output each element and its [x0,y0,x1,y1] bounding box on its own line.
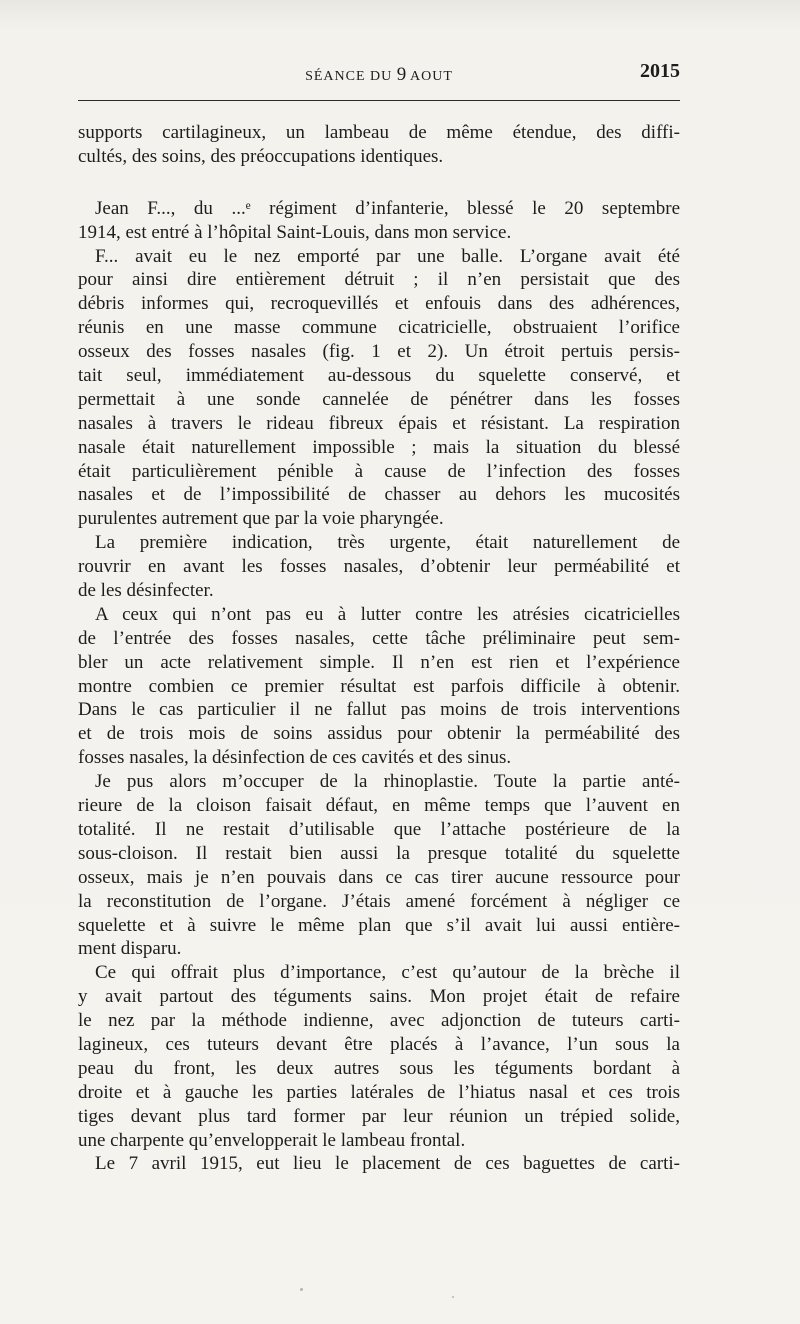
paper-speck [300,1288,303,1291]
text-line: supports cartilagineux, un lambeau de même étendue, des diffi- [78,122,680,143]
text-line: tait seul, immédiatement au-dessous du squelette conservé, et [78,365,680,387]
text-line: y avait partout des téguments sains. Mon projet était de refaire [78,986,680,1008]
text-line: réunis en une masse commune cicatricielle, obstruaient l’orifice [78,317,680,339]
text-line: débris informes qui, recroquevillés et enfouis dans des adhérences, [78,293,680,315]
text-line: montre combien ce premier résultat est parfois difficile à obtenir. [78,675,680,697]
text-line: rouvrir en avant les fosses nasales, d’obtenir leur perméabilité et [78,556,680,578]
text-line: Je pus alors m’occuper de la rhinoplastie. Toute la partie anté- [95,771,680,793]
text-line: purulentes autrement que par la voie pharyngée. [78,508,444,530]
text-line: Ce qui offrait plus d’importance, c’est qu’autour de la brèche il [95,962,680,984]
text-line: pour ainsi dire entièrement détruit ; il n’en persistait que des [78,269,680,291]
text-line: peau du front, les deux autres sous les téguments bordant à [78,1057,680,1079]
text-line: fosses nasales, la désinfection de ces cavités et des sinus. [78,747,512,769]
text-line: de les désinfecter. [78,580,214,602]
text-line: rieure de la cloison faisait défaut, en même temps que l’auvent en [78,795,680,817]
text-line: ment disparu. [78,938,182,960]
text-line: le nez par la méthode indienne, avec adjonction de tuteurs carti- [78,1010,680,1032]
text-line: La première indication, très urgente, était naturellement de [95,532,680,554]
text-line: nasales à travers le rideau fibreux épais et résistant. La respiration [78,412,680,434]
text-line: squelette et à suivre le même plan que s’il avait lui aussi entière- [78,914,680,936]
running-head-text: SÉANCE DU [305,69,393,84]
text-line: Dans le cas particulier il ne fallut pas moins de trois interventions [78,699,680,721]
paragraph-gap [78,169,680,197]
paper-speck [452,1296,454,1298]
text-line: nasale était naturellement impossible ; mais la situation du blessé [78,436,680,458]
text-line: était particulièrement pénible à cause de l’infection des fosses [78,460,680,482]
text-line: tiges devant plus tard former par leur réunion un trépied solide, [78,1105,680,1127]
text-line: la reconstitution de l’organe. J’étais amené forcément à négliger ce [78,890,680,912]
text-line: bler un acte relativement simple. Il n’en est rien et l’expérience [78,651,680,673]
running-head-month: AOUT [410,69,453,84]
page-number: 2015 [640,60,680,82]
text-line: Le 7 avril 1915, eut lieu le placement de ces baguettes de carti- [95,1153,680,1175]
text-line: 1914, est entré à l’hôpital Saint-Louis, dans mon service. [78,221,512,243]
page-header [78,58,680,88]
text-line: A ceux qui n’ont pas eu à lutter contre les atrésies cicatricielles [95,603,680,625]
text-line: totalité. Il ne restait d’utilisable que l’attache postérieure de la [78,818,680,840]
header-rule [78,100,680,101]
text-line: F... avait eu le nez emporté par une balle. L’organe avait été [95,245,680,267]
running-head [78,64,680,86]
text-line: droite et à gauche les parties latérales de l’hiatus nasal et ces trois [78,1081,680,1103]
body-text [78,121,680,1176]
text-line: et de trois mois de soins assidus pour obtenir la perméabilité des [78,723,680,745]
text-line: une charpente qu’envelopperait le lambeau frontal. [78,1129,466,1151]
text-line: cultés, des soins, des préoccupations identiques. [78,145,444,167]
text-line: nasales et de l’impossibilité de chasser au dehors les mucosités [78,484,680,506]
text-line: lagineux, ces tuteurs devant être placés à l’avance, l’un sous la [78,1033,680,1055]
text-line: de l’entrée des fosses nasales, cette tâche préliminaire peut sem- [78,627,680,649]
text-line: permettait à une sonde cannelée de pénétrer dans les fosses [78,388,680,410]
text-line: osseux, mais je n’en pouvais dans ce cas tirer aucune ressource pour [78,866,680,888]
text-line: sous-cloison. Il restait bien aussi la presque totalité du squelette [78,842,680,864]
text-line: Jean F..., du ...ᵉ régiment d’infanterie, blessé le 20 septembre [95,197,680,219]
text-line: osseux des fosses nasales (fig. 1 et 2). Un étroit pertuis persis- [78,341,680,363]
running-head-day: 9 [396,64,407,85]
